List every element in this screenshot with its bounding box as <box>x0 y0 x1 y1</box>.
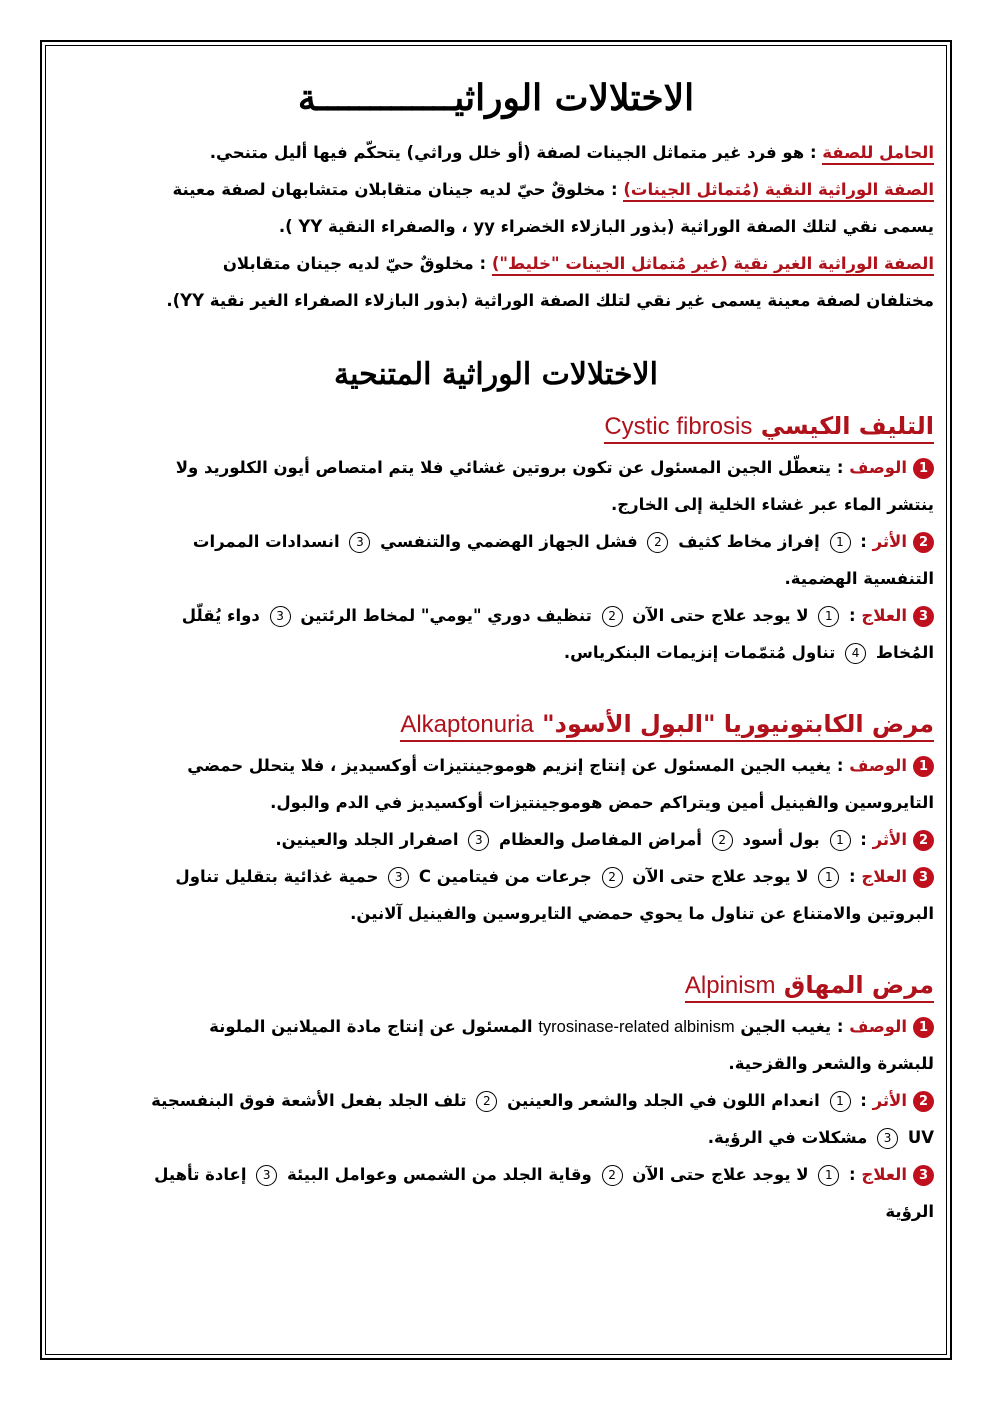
albin-heading <box>58 962 934 1008</box>
desc-label: الوصف <box>849 458 907 477</box>
circled-number: 1 <box>830 1091 851 1112</box>
impure-text-1: : مخلوقٌ حيّ لديه جينان متقابلان <box>222 254 492 273</box>
cystic-treatment: 3العلاج : 1 لا يوجد علاج حتى الآن 2 تنظيف دوري "يومي" لمخاط الرئتين 3 دواء يُقلّل <box>58 597 934 634</box>
number-badge: 3 <box>913 1165 934 1186</box>
carrier-definition <box>58 134 934 171</box>
impure-term: الصفة الوراثية الغير نقية (غير مُتماثل الجينات "خليط") <box>492 254 934 276</box>
effect-label: الأثر <box>872 532 907 551</box>
albin-desc-cont: للبشرة والشعر والقزحية. <box>728 1054 934 1073</box>
number-badge: 1 <box>913 756 934 777</box>
carrier-text: : هو فرد غير متماثل الجينات لصفة (أو خلل وراثي) يتحكّم فيها أليل متنحي. <box>209 143 823 162</box>
page-title: الاختلالات الوراثيـــــــــــــة <box>297 77 695 119</box>
cystic-title-ar: التليف الكيسي <box>752 412 934 440</box>
albin-title-ar: مرض المهاق <box>775 971 934 999</box>
circled-number: 2 <box>476 1091 497 1112</box>
alkapt-title-ar: مرض الكابتونيوريا "البول الأسود" <box>533 710 934 738</box>
number-badge: 2 <box>913 830 934 851</box>
circled-number: 1 <box>818 867 839 888</box>
circled-number: 4 <box>845 643 866 664</box>
desc-label: الوصف <box>849 1017 907 1036</box>
impure-definition <box>58 245 934 282</box>
cystic-effect-cont: التنفسية الهضمية. <box>784 569 934 588</box>
albin-effect: 2الأثر : 1 انعدام اللون في الجلد والشعر والعينين 2 تلف الجلد بفعل الأشعة فوق البنفسجية <box>58 1082 934 1119</box>
circled-number: 1 <box>830 532 851 553</box>
cystic-title-en: Cystic fibrosis <box>604 413 753 440</box>
circled-number: 3 <box>256 1165 277 1186</box>
alkapt-treatment: 3العلاج : 1 لا يوجد علاج حتى الآن 2 جرعات من فيتامين C 3 حمية غذائية بتقليل تناول <box>58 858 934 895</box>
gene-name: tyrosinase-related albinism <box>538 1018 735 1036</box>
circled-number: 2 <box>602 1165 623 1186</box>
alkapt-effect: 2الأثر : 1 بول أسود 2 أمراض المفاصل والعظام 3 اصفرار الجلد والعينين. <box>58 821 934 858</box>
effect-label: الأثر <box>872 830 907 849</box>
number-badge: 2 <box>913 532 934 553</box>
circled-number: 1 <box>830 830 851 851</box>
circled-number: 2 <box>602 867 623 888</box>
albin-treatment: 3العلاج : 1 لا يوجد علاج حتى الآن 2 وقاية الجلد من الشمس وعوامل البيئة 3 إعادة تأهيل <box>58 1156 934 1193</box>
cystic-desc-cont: ينتشر الماء عبر غشاء الخلية إلى الخارج. <box>610 495 934 514</box>
document-body <box>58 62 934 1230</box>
impure-definition-cont: مختلفان لصفة معينة يسمى غير نقي لتلك الصفة الوراثية (بذور البازلاء الصفراء الغير نقية YY). <box>166 291 934 310</box>
number-badge: 1 <box>913 458 934 479</box>
carrier-term: الحامل للصفة <box>822 143 934 165</box>
cystic-desc: 1الوصف : يتعطّل الجين المسئول عن تكون بروتين غشائي فلا يتم امتصاص أيون الكلوريد ولا <box>58 449 934 486</box>
circled-number: 2 <box>647 532 668 553</box>
pure-term: الصفة الوراثية النقية (مُتماثل الجينات) <box>623 180 934 202</box>
cystic-effect: 2الأثر : 1 إفراز مخاط كثيف 2 فشل الجهاز الهضمي والتنفسي 3 انسدادات الممرات <box>58 523 934 560</box>
treatment-label: العلاج <box>861 867 907 886</box>
number-badge: 1 <box>913 1017 934 1038</box>
section-title-recessive: الاختلالات الوراثية المتنحية <box>334 357 658 392</box>
treatment-label: العلاج <box>861 606 907 625</box>
alkapt-desc: 1الوصف : يغيب الجين المسئول عن إنتاج إنزيم هوموجينتيزات أوكسيديز ، فلا يتحلل حمضي <box>58 747 934 784</box>
circled-number: 1 <box>818 1165 839 1186</box>
circled-number: 3 <box>468 830 489 851</box>
alkapt-heading <box>58 701 934 747</box>
cystic-treatment-cont: المُخاط 4 تناول مُتمّمات إنزيمات البنكرياس. <box>563 643 934 662</box>
pure-definition-cont: يسمى نقي لتلك الصفة الوراثية (بذور البازلاء الخضراء yy ، والصفراء النقية YY ). <box>278 217 934 236</box>
number-badge: 3 <box>913 606 934 627</box>
circled-number: 1 <box>818 606 839 627</box>
albin-desc: 1الوصف : يغيب الجين tyrosinase-related albinism المسئول عن إنتاج مادة الميلانين الملونة <box>58 1008 934 1045</box>
albin-title-en: Alpinism <box>684 972 776 999</box>
effect-label: الأثر <box>872 1091 907 1110</box>
pure-definition <box>58 171 934 208</box>
circled-number: 3 <box>877 1128 898 1149</box>
alkapt-desc-cont: التايروسين والفينيل أمين ويتراكم حمض هوموجينتيزات أوكسيديز في الدم والبول. <box>270 793 934 812</box>
number-badge: 3 <box>913 867 934 888</box>
alkapt-title-en: Alkaptonuria <box>400 711 534 738</box>
cystic-heading <box>58 403 934 449</box>
circled-number: 2 <box>602 606 623 627</box>
treatment-label: العلاج <box>861 1165 907 1184</box>
albin-effect-cont: UV 3 مشكلات في الرؤية. <box>707 1128 934 1147</box>
pure-text-1: : مخلوقٌ حيّ لديه جينان متقابلان متشابهان لصفة معينة <box>172 180 624 199</box>
circled-number: 3 <box>349 532 370 553</box>
alkapt-treatment-cont: البروتين والامتناع عن تناول ما يحوي حمضي التايروسين والفينيل آلانين. <box>350 904 934 923</box>
circled-number: 3 <box>388 867 409 888</box>
number-badge: 2 <box>913 1091 934 1112</box>
albin-treatment-cont: الرؤية <box>885 1202 934 1221</box>
circled-number: 2 <box>712 830 733 851</box>
circled-number: 3 <box>270 606 291 627</box>
desc-label: الوصف <box>849 756 907 775</box>
